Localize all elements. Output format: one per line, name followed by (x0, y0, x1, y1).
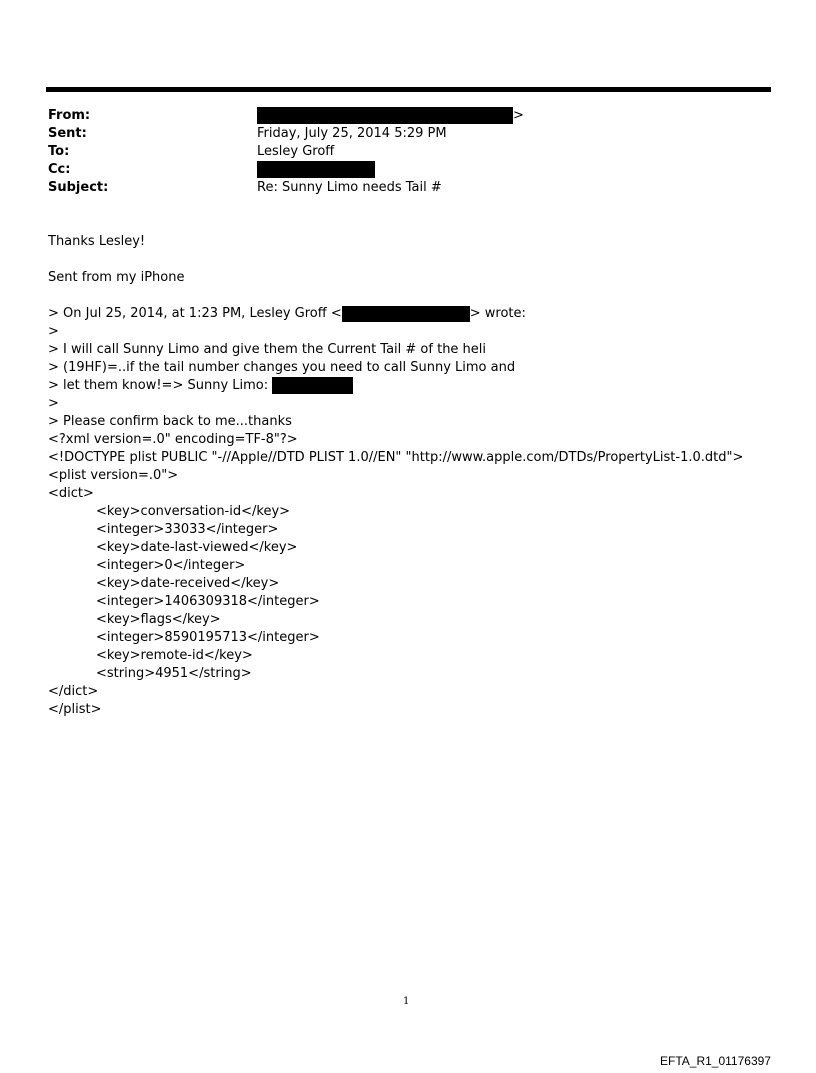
xml-line: <string>4951</string> (96, 666, 252, 681)
page-number: 1 (403, 996, 410, 1007)
xml-line: <plist version=.0"> (48, 468, 179, 483)
xml-line: <key>date-received</key> (96, 576, 280, 591)
subject-label: Subject: (48, 180, 109, 195)
cc-label: Cc: (48, 162, 71, 177)
subject-value: Re: Sunny Limo needs Tail # (257, 180, 442, 195)
xml-line: <?xml version=.0" encoding=TF-8"?> (48, 432, 298, 447)
greeting: Thanks Lesley! (48, 234, 146, 249)
quote-line-text: > let them know!=> Sunny Limo: (48, 378, 273, 393)
xml-line: <integer>0</integer> (96, 558, 246, 573)
from-label: From: (48, 108, 91, 123)
quote-line: > Please confirm back to me...thanks (48, 414, 292, 429)
redaction-box (257, 161, 375, 178)
header-rule (46, 87, 771, 92)
xml-line: <key>flags</key> (96, 612, 221, 627)
to-label: To: (48, 144, 70, 159)
sent-label: Sent: (48, 126, 87, 141)
from-value (257, 107, 524, 125)
xml-line: <key>conversation-id</key> (96, 504, 291, 519)
sent-value: Friday, July 25, 2014 5:29 PM (257, 126, 447, 141)
quote-line: > (19HF)=..if the tail number changes you need to call Sunny Limo and (48, 360, 516, 375)
quote-intro-end: > wrote: (469, 306, 526, 321)
signature: Sent from my iPhone (48, 270, 185, 285)
xml-line: <key>remote-id</key> (96, 648, 253, 663)
from-suffix: > (513, 108, 524, 123)
quote-intro (48, 305, 526, 323)
quote-line: > (48, 324, 59, 339)
document-id: EFTA_R1_01176397 (660, 1054, 771, 1068)
to-value: Lesley Groff (257, 144, 335, 159)
xml-line: <!DOCTYPE plist PUBLIC "-//Apple//DTD PLIST 1.0//EN" "http://www.apple.com/DTDs/PropertyList-1.0.dtd"> (48, 450, 744, 465)
xml-line: </plist> (48, 702, 102, 717)
redaction-box (257, 107, 513, 124)
xml-line: </dict> (48, 684, 99, 699)
xml-line: <integer>1406309318</integer> (96, 594, 320, 609)
xml-line: <dict> (48, 486, 94, 501)
xml-line: <key>date-last-viewed</key> (96, 540, 298, 555)
cc-value (257, 161, 375, 179)
quote-intro-text: > On Jul 25, 2014, at 1:23 PM, Lesley Groff < (48, 306, 342, 321)
quote-line: > I will call Sunny Limo and give them the Current Tail # of the heli (48, 342, 487, 357)
quote-line: > (48, 396, 59, 411)
redaction-box (272, 377, 353, 394)
quote-line (48, 377, 353, 395)
xml-line: <integer>33033</integer> (96, 522, 279, 537)
redaction-box (342, 306, 470, 322)
xml-line: <integer>8590195713</integer> (96, 630, 320, 645)
